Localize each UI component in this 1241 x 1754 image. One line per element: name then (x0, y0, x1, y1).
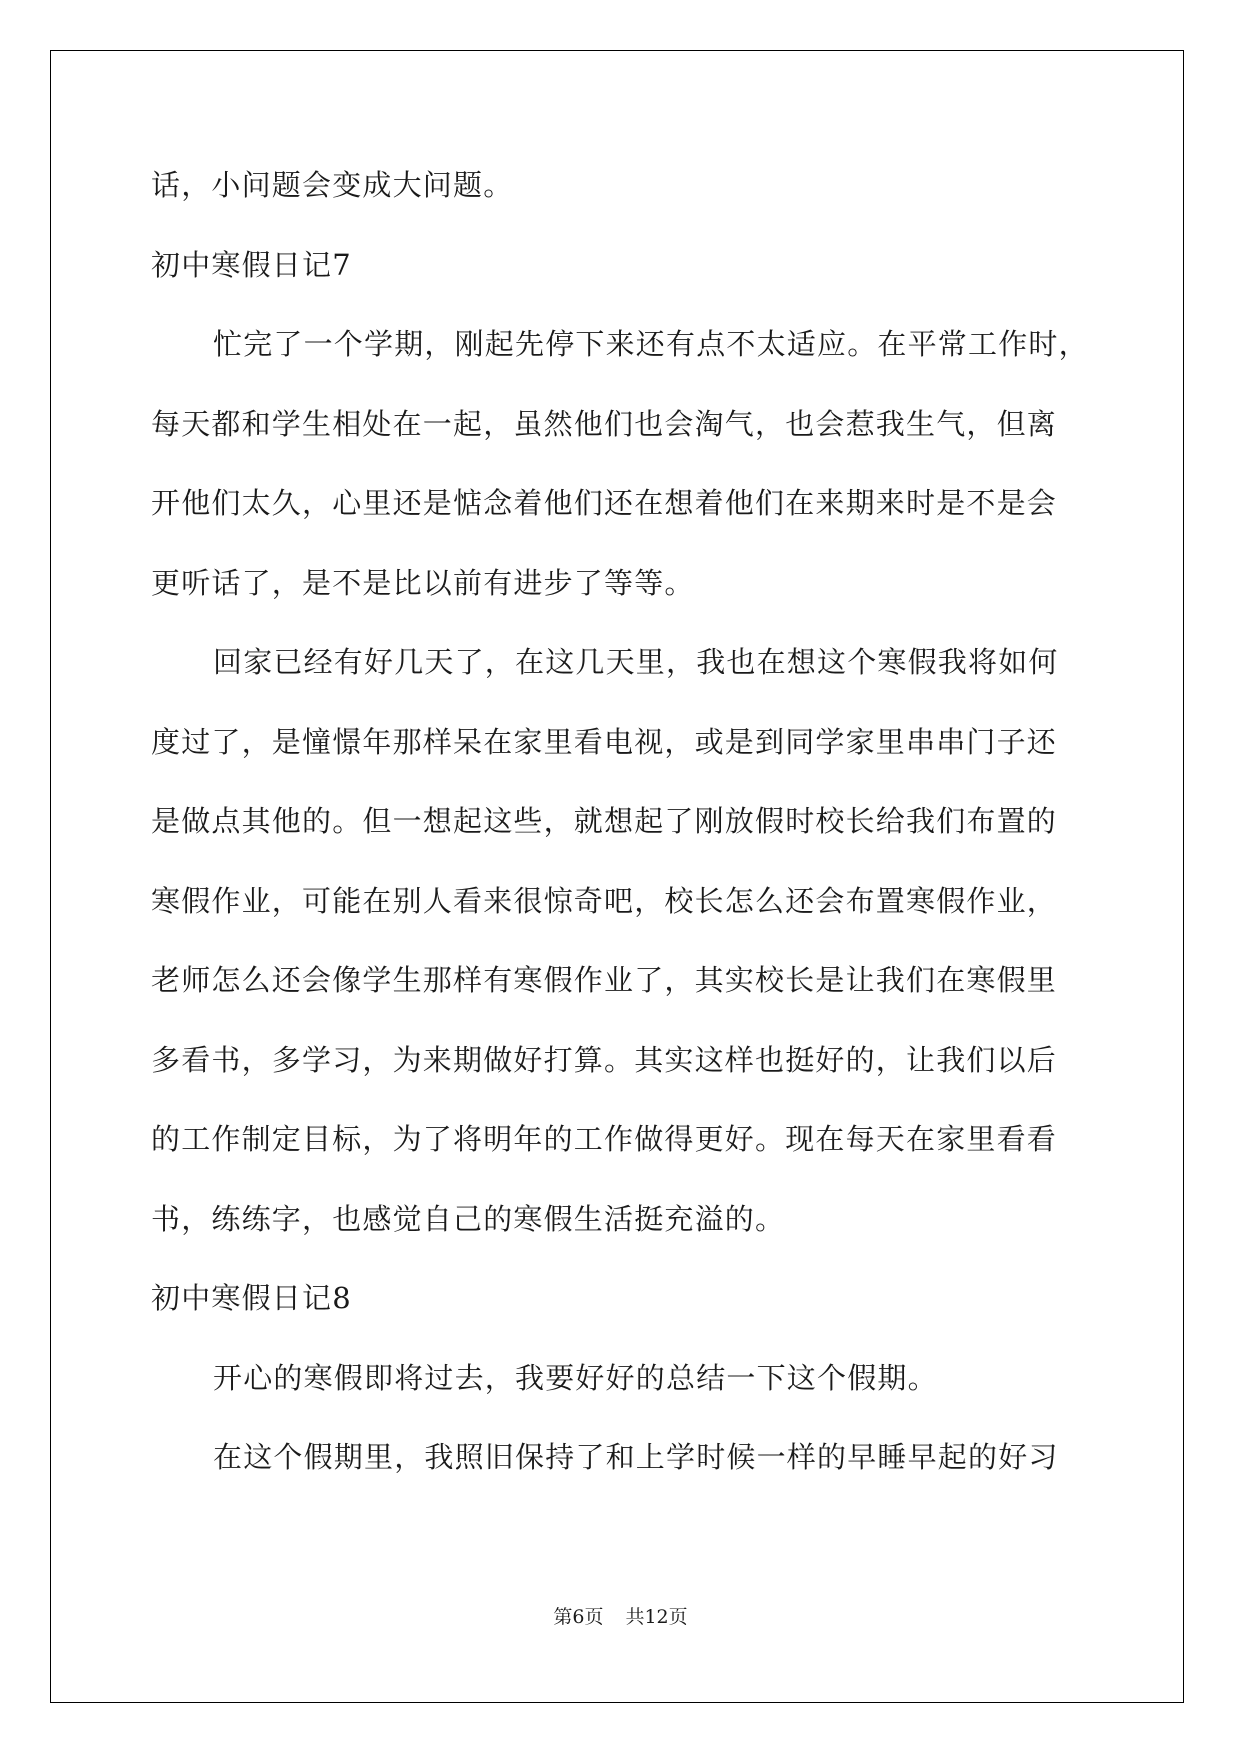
body-line: 寒假作业，可能在别人看来很惊奇吧，校长怎么还会布置寒假作业， (151, 883, 1058, 918)
body-line: 话，小问题会变成大问题。 (151, 168, 514, 202)
page-footer (0, 1602, 1241, 1629)
body-line: 开心的寒假即将过去，我要好好的总结一下这个假期。 (213, 1360, 938, 1395)
body-line: 每天都和学生相处在一起，虽然他们也会淘气，也会惹我生气，但离 (151, 406, 1058, 441)
document-body (151, 164, 1093, 1516)
body-line: 书，练练字，也感觉自己的寒假生活挺充溢的。 (151, 1201, 786, 1236)
body-line: 回家已经有好几天了，在这几天里，我也在想这个寒假我将如何 (213, 645, 1059, 679)
body-line: 多看书，多学习，为来期做好打算。其实这样也挺好的，让我们以后 (151, 1042, 1058, 1077)
current-page-number: 第6页 (553, 1606, 604, 1628)
body-line: 是做点其他的。但一想起这些，就想起了刚放假时校长给我们布置的 (151, 804, 1058, 838)
body-line: 开他们太久，心里还是惦念着他们还在想着他们在来期来时是不是会 (151, 486, 1058, 520)
body-line: 度过了，是憧憬年那样呆在家里看电视，或是到同学家里串串门子还 (151, 724, 1058, 759)
section-heading: 初中寒假日记8 (151, 1281, 352, 1315)
total-pages: 共12页 (625, 1606, 688, 1628)
body-line: 的工作制定目标，为了将明年的工作做得更好。现在每天在家里看看 (151, 1122, 1058, 1156)
body-line: 更听话了，是不是比以前有进步了等等。 (151, 565, 695, 600)
body-line: 在这个假期里，我照旧保持了和上学时候一样的早睡早起的好习 (213, 1440, 1059, 1474)
body-line: 老师怎么还会像学生那样有寒假作业了，其实校长是让我们在寒假里 (151, 963, 1058, 997)
section-heading: 初中寒假日记7 (151, 247, 352, 282)
body-line: 忙完了一个学期，刚起先停下来还有点不太适应。在平常工作时， (213, 327, 1089, 361)
